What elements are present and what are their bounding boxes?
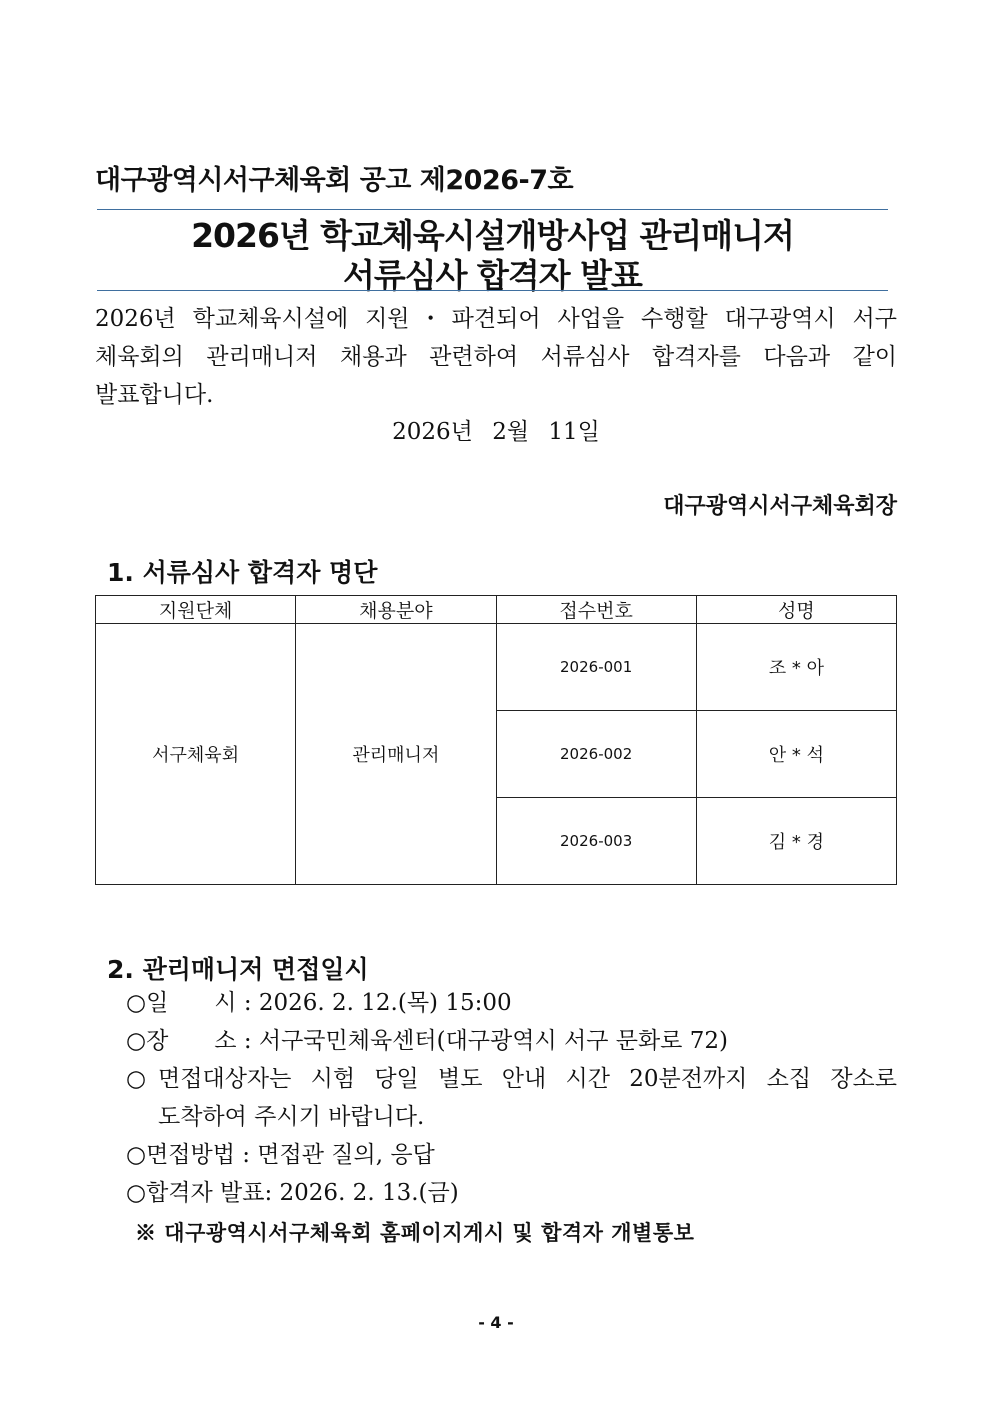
interview-datetime: ○일 시 : 2026. 2. 12.(목) 15:00 <box>126 990 512 1016</box>
notice-number: 대구광역시서구체육회 공고 제2026-7호 <box>95 165 574 196</box>
column-header: 채용분야 <box>296 596 496 624</box>
title-bottom-rule <box>97 290 888 291</box>
applicant-name-cell: 김 * 경 <box>696 798 896 885</box>
interview-method: ○면접방법 : 면접관 질의, 응답 <box>126 1142 435 1168</box>
organization-cell: 서구체육회 <box>96 624 296 885</box>
field-cell: 관리매니저 <box>296 624 496 885</box>
applicant-table <box>95 595 897 885</box>
applicant-name-cell: 조 * 아 <box>696 624 896 711</box>
intro-line-1: 2026년 학교체육시설에 지원・파견되어 사업을 수행할 대구광역시 서구 <box>95 306 897 332</box>
application-number-cell: 2026-003 <box>496 798 696 885</box>
intro-line-2: 체육회의 관리매니저 채용과 관련하여 서류심사 합격자를 다음과 같이 <box>95 344 897 370</box>
interview-instruction: ○면접대상자는 시험 당일 별도 안내 시간 20분전까지 소집 장소로 <box>126 1066 897 1092</box>
result-announcement: ○합격자 발표: 2026. 2. 13.(금) <box>126 1180 459 1206</box>
section2-heading: 2. 관리매니저 면접일시 <box>107 955 369 984</box>
column-header: 지원단체 <box>96 596 296 624</box>
page-number: - 4 - <box>478 1313 514 1332</box>
applicant-name-cell: 안 * 석 <box>696 711 896 798</box>
intro-line-3: 발표합니다. <box>95 382 214 408</box>
announcement-date: 2026년 2월 11일 <box>392 419 600 445</box>
signer: 대구광역시서구체육회장 <box>663 493 897 519</box>
column-header: 성명 <box>696 596 896 624</box>
table-header-row <box>96 596 897 624</box>
column-header: 접수번호 <box>496 596 696 624</box>
section1-heading: 1. 서류심사 합격자 명단 <box>107 558 378 587</box>
notice-footnote: ※ 대구광역시서구체육회 홈페이지게시 및 합격자 개별통보 <box>135 1220 695 1245</box>
application-number-cell: 2026-001 <box>496 624 696 711</box>
application-number-cell: 2026-002 <box>496 711 696 798</box>
table-row <box>96 624 897 711</box>
notice-title-line1: 2026년 학교체육시설개방사업 관리매니저 <box>191 216 794 255</box>
interview-instruction-cont: 도착하여 주시기 바랍니다. <box>158 1104 425 1130</box>
interview-location: ○장 소 : 서구국민체육센터(대구광역시 서구 문화로 72) <box>126 1028 728 1054</box>
notice-title-line2: 서류심사 합격자 발표 <box>343 256 642 295</box>
